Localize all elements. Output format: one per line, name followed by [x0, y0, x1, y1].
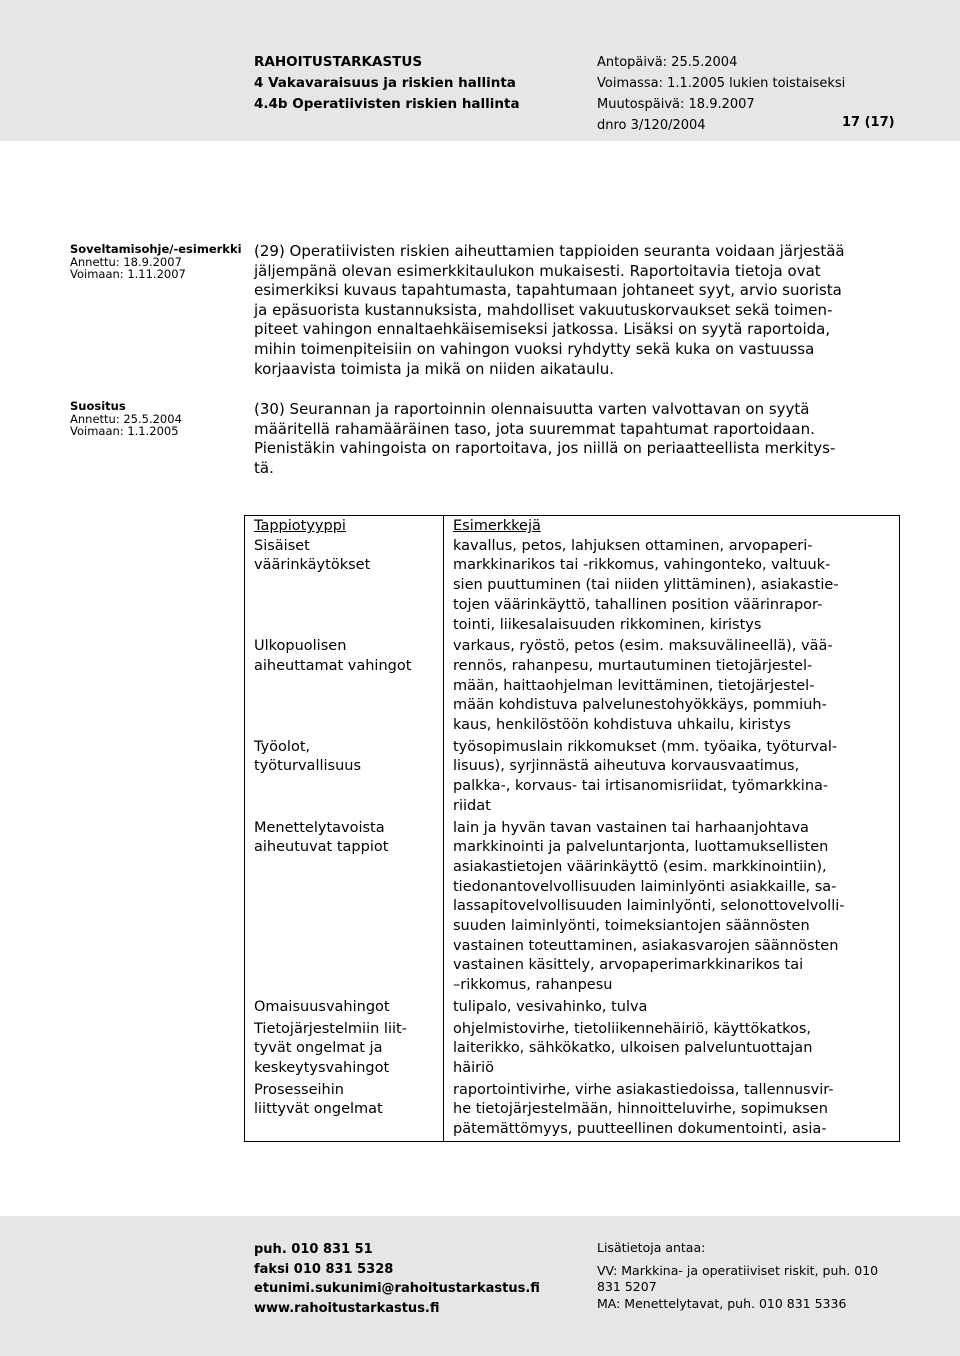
- text-line: piteet vahingon ennaltaehkäisemiseksi jatkossa. Lisäksi on syytä raportoida,: [254, 320, 831, 339]
- header-right: [597, 52, 845, 136]
- table-row: [245, 516, 900, 637]
- table-row: [245, 1080, 900, 1142]
- cell-line: lain ja hyvän tavan vastainen tai harhaanjohtava: [453, 819, 809, 836]
- column-header-type: Tappiotyyppi: [254, 518, 346, 534]
- column-header-examples: Esimerkkejä: [453, 518, 541, 534]
- cell-line: –rikkomus, rahanpesu: [453, 977, 613, 994]
- cell-line: he tietojärjestelmään, hinnoitteluvirhe, sopimuksen: [453, 1101, 828, 1118]
- footer-contact: [254, 1240, 540, 1318]
- cell-line: markkinarikos tai -rikkomus, vahingonteko, valtuuk-: [453, 557, 831, 574]
- cell-line: ohjelmistovirhe, tietoliikennehäiriö, käyttökatkos,: [453, 1020, 811, 1037]
- cell-line: markkinointi ja palveluntarjonta, luottamuksellisten: [453, 839, 829, 856]
- cell-line: tojen väärinkäyttö, tahallinen position väärinrapor-: [453, 596, 823, 613]
- org-name: RAHOITUSTARKASTUS: [254, 54, 423, 70]
- cell-line: asiakastietojen väärinkäyttö (esim. markkinointiin),: [453, 858, 827, 875]
- given-date: Antopäivä: 25.5.2004: [597, 55, 738, 70]
- table-cell-type: [245, 818, 444, 997]
- cell-line: tointi, liikesalaisuuden rikkominen, kiristys: [453, 616, 762, 633]
- text-line: (29) Operatiivisten riskien aiheuttamien tappioiden seuranta voidaan järjestää: [254, 242, 845, 260]
- side-note-given: Annettu: 18.9.2007: [70, 254, 182, 269]
- cell-line: työsopimuslain rikkomukset (mm. työaika, työturval-: [453, 738, 838, 755]
- text-line: mihin toimenpiteisiin on vahingon vuoksi ryhdytty sekä kuka on vastuussa: [254, 339, 815, 358]
- text-line: esimerkiksi kuvaus tapahtumasta, tapahtumaan johtaneet syyt, arvio suorista: [254, 281, 842, 300]
- text-line: ja epäsuorista kustannuksista, mahdolliset vakuutuskorvaukset sekä toimen-: [254, 300, 833, 319]
- page-header: [0, 0, 960, 141]
- cell-line: vastainen käsittely, arvopaperimarkkinarikos tai: [453, 957, 804, 974]
- cell-line: liittyvät ongelmat: [254, 1101, 383, 1118]
- table-cell-examples: [444, 997, 900, 1019]
- cell-line: pätemättömyys, puutteellinen dokumentointi, asia-: [453, 1121, 827, 1138]
- cell-line: keskeytysvahingot: [254, 1059, 390, 1076]
- table-cell-type: [245, 997, 444, 1019]
- table-body: [245, 516, 900, 1142]
- table-row: [245, 1019, 900, 1080]
- chapter-title: 4 Vakavaraisuus ja riskien hallinta: [254, 75, 516, 91]
- dnro: dnro 3/120/2004: [597, 118, 706, 133]
- footer-info-ma: MA: Menettelytavat, puh. 010 831 5336: [597, 1295, 847, 1311]
- text-line: jäljempänä olevan esimerkkitaulukon mukaisesti. Raportoitavia tietoja ovat: [254, 261, 821, 280]
- cell-line: tulipalo, vesivahinko, tulva: [453, 998, 648, 1015]
- cell-line: Tietojärjestelmiin liit-: [254, 1020, 407, 1037]
- text-line: (30) Seurannan ja raportoinnin olennaisuutta varten valvottavan on syytä: [254, 400, 810, 418]
- side-note-1: [70, 243, 242, 281]
- table-cell-examples: [444, 636, 900, 737]
- side-note-title: Soveltamisohje/-esimerkki: [70, 242, 242, 256]
- footer-info: [597, 1240, 897, 1312]
- table-cell-type: [245, 737, 444, 818]
- cell-line: Ulkopuolisen: [254, 638, 347, 655]
- table-cell-examples: [444, 1019, 900, 1080]
- side-note-2: [70, 400, 182, 438]
- table-cell-type: [245, 516, 444, 637]
- side-note-title: Suositus: [70, 399, 126, 413]
- cell-line: suuden laiminlyönti, toimeksiantojen säännösten: [453, 918, 810, 935]
- side-note-given: Annettu: 25.5.2004: [70, 411, 182, 426]
- text-line: korjaavista toimista ja mikä on niiden aikataulu.: [254, 359, 615, 378]
- cell-line: tiedonantovelvollisuuden laiminlyönti asiakkaille, sa-: [453, 878, 837, 895]
- text-line: määritellä rahamääräinen taso, jota suuremmat tapahtumat raportoidaan.: [254, 419, 815, 438]
- cell-line: väärinkäytökset: [254, 557, 371, 574]
- table-cell-type: [245, 1019, 444, 1080]
- table-row: [245, 636, 900, 737]
- paragraph-29: [254, 242, 894, 379]
- side-note-valid: Voimaan: 1.1.2005: [70, 424, 179, 438]
- cell-line: Prosesseihin: [254, 1081, 344, 1098]
- cell-line: tyvät ongelmat ja: [254, 1040, 383, 1057]
- cell-line: kaus, henkilöstöön kohdistuva uhkailu, kiristys: [453, 717, 791, 734]
- section-title: 4.4b Operatiivisten riskien hallinta: [254, 96, 520, 112]
- cell-line: häiriö: [453, 1059, 494, 1076]
- cell-line: mään, haittaohjelman levittäminen, tietojärjestel-: [453, 677, 815, 694]
- footer-fax: faksi 010 831 5328: [254, 1261, 394, 1277]
- paragraph-30: [254, 400, 894, 478]
- table-cell-examples: [444, 516, 900, 637]
- cell-line: aiheuttamat vahingot: [254, 657, 412, 674]
- cell-line: riidat: [453, 797, 491, 814]
- table-cell-examples: [444, 1080, 900, 1142]
- modified-date: Muutospäivä: 18.9.2007: [597, 97, 755, 112]
- table-cell-type: [245, 636, 444, 737]
- cell-line: vastainen toteuttaminen, asiakasvarojen säännösten: [453, 937, 839, 954]
- cell-line: sien puuttuminen (tai niiden ylittäminen), asiakastie-: [453, 577, 839, 594]
- cell-line: aiheutuvat tappiot: [254, 839, 389, 856]
- table-row: [245, 818, 900, 997]
- cell-line: Omaisuusvahingot: [254, 998, 390, 1015]
- side-note-valid: Voimaan: 1.11.2007: [70, 267, 186, 281]
- cell-line: varkaus, ryöstö, petos (esim. maksuvälineellä), vää-: [453, 638, 833, 655]
- footer-phone: puh. 010 831 51: [254, 1242, 373, 1257]
- footer-info-vv: VV: Markkina- ja operatiiviset riskit, puh. 010: [597, 1262, 879, 1278]
- table-row: [245, 997, 900, 1019]
- text-line: Pienistäkin vahingoista on raportoitava, jos niillä on periaatteellista merkitys-: [254, 439, 836, 458]
- page-number: 17 (17): [842, 115, 895, 130]
- cell-line: Työolot,: [254, 738, 311, 755]
- cell-line: laiterikko, sähkökatko, ulkoisen palveluntuottajan: [453, 1040, 813, 1057]
- cell-line: raportointivirhe, virhe asiakastiedoissa, tallennusvir-: [453, 1081, 834, 1098]
- footer-web: www.rahoitustarkastus.fi: [254, 1300, 440, 1316]
- page-footer: [0, 1216, 960, 1356]
- table-cell-type: [245, 1080, 444, 1142]
- footer-info-title: Lisätietoja antaa:: [597, 1240, 706, 1255]
- cell-line: rennös, rahanpesu, murtautuminen tietojärjestel-: [453, 657, 813, 674]
- footer-email: etunimi.sukunimi@rahoitustarkastus.fi: [254, 1281, 540, 1296]
- cell-line: työturvallisuus: [254, 758, 362, 775]
- table-row: [245, 737, 900, 818]
- text-line: tä.: [254, 458, 274, 477]
- header-left: [254, 52, 520, 115]
- cell-line: lisuus), syrjinnästä aiheutuva korvausvaatimus,: [453, 758, 800, 775]
- table-cell-examples: [444, 818, 900, 997]
- cell-line: Menettelytavoista: [254, 819, 385, 836]
- table-cell-examples: [444, 737, 900, 818]
- cell-line: kavallus, petos, lahjuksen ottaminen, arvopaperi-: [453, 537, 813, 554]
- cell-line: palkka-, korvaus- tai irtisanomisriidat, työmarkkina-: [453, 778, 829, 795]
- cell-line: Sisäiset: [254, 537, 310, 554]
- cell-line: mään kohdistuva palvelunestohyökkäys, pommiuh-: [453, 697, 827, 714]
- cell-line: lassapitovelvollisuuden laiminlyönti, selonottovelvolli-: [453, 898, 845, 915]
- loss-type-table: [244, 515, 900, 1142]
- footer-info-vv-number: 831 5207: [597, 1279, 657, 1294]
- valid-date: Voimassa: 1.1.2005 lukien toistaiseksi: [597, 76, 846, 91]
